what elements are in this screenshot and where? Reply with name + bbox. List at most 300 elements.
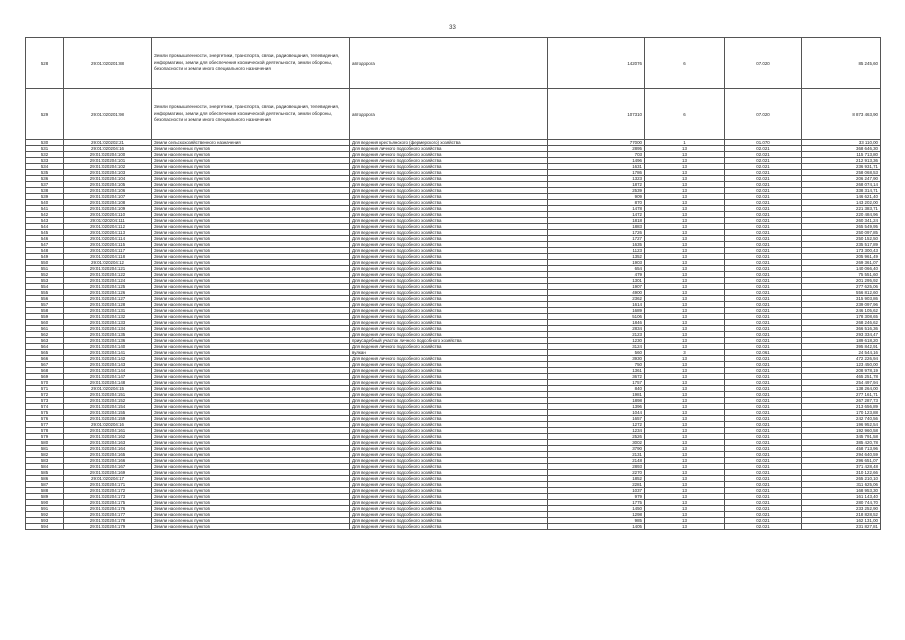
land-category: Земли населенных пунктов (152, 362, 350, 368)
row-number: 580 (26, 440, 64, 446)
row-number: 563 (26, 338, 64, 344)
row-number: 555 (26, 290, 64, 296)
row-number: 528 (26, 38, 64, 89)
row-number: 588 (26, 488, 64, 494)
land-category: Земли населенных пунктов (152, 476, 350, 482)
permitted-use: Для ведения личного подсобного хозяйства (350, 512, 548, 518)
cadastral-number: 29:01:020204:166 (64, 458, 152, 464)
area: 2895 (548, 146, 645, 152)
cadastral-value: 267 287,73 (802, 398, 881, 404)
cadastral-group: 13 (645, 182, 725, 188)
area: 1123 (548, 248, 645, 254)
cadastral-group: 13 (645, 404, 725, 410)
valuation-code: 02.021 (725, 152, 802, 158)
permitted-use: автодорога (350, 89, 548, 140)
cadastral-number: 29:01:020204:125 (64, 284, 152, 290)
permitted-use: Для ведения личного подсобного хозяйства (350, 260, 548, 266)
permitted-use: Для ведения личного подсобного хозяйства (350, 332, 548, 338)
area: 703 (548, 152, 645, 158)
area: 1852 (548, 476, 645, 482)
area: 1883 (548, 224, 645, 230)
valuation-code: 02.021 (725, 170, 802, 176)
cadastral-number: 29:01:020204:15 (64, 386, 152, 392)
cadastral-group: 13 (645, 254, 725, 260)
cadastral-group: 13 (645, 272, 725, 278)
table-row (26, 524, 881, 530)
cadastral-number: 29:01:020204:104 (64, 176, 152, 182)
cadastral-group: 3 (645, 350, 725, 356)
area: 5106 (548, 314, 645, 320)
cadastral-group: 13 (645, 416, 725, 422)
row-number: 583 (26, 458, 64, 464)
row-number: 592 (26, 512, 64, 518)
land-category: Земли населенных пунктов (152, 290, 350, 296)
permitted-use: Для ведения личного подсобного хозяйства (350, 458, 548, 464)
area: 2893 (548, 464, 645, 470)
cadastral-number: 29:01:020201:98 (64, 89, 152, 140)
cadastral-number: 29:01:020204:148 (64, 380, 152, 386)
row-number: 531 (26, 146, 64, 152)
row-number: 587 (26, 482, 64, 488)
land-category: Земли населенных пунктов (152, 338, 350, 344)
row-number: 579 (26, 434, 64, 440)
row-number: 593 (26, 518, 64, 524)
land-category: Земли населенных пунктов (152, 464, 350, 470)
valuation-code: 02.021 (725, 314, 802, 320)
cadastral-number: 29:01:020202:21 (64, 140, 152, 146)
cadastral-value: 338 314,71 (802, 188, 881, 194)
area: 1631 (548, 164, 645, 170)
land-category: Земли населенных пунктов (152, 452, 350, 458)
land-category: Земли населенных пунктов (152, 170, 350, 176)
cadastral-number: 29:01:020204:178 (64, 518, 152, 524)
cadastral-number: 29:01:020204:164 (64, 446, 152, 452)
cadastral-group: 13 (645, 230, 725, 236)
permitted-use: Для ведения личного подсобного хозяйства (350, 182, 548, 188)
row-number: 591 (26, 506, 64, 512)
row-number: 589 (26, 494, 64, 500)
row-number: 550 (26, 260, 64, 266)
area: 2123 (548, 332, 645, 338)
row-number: 586 (26, 476, 64, 482)
cadastral-number: 29:01:020204:173 (64, 494, 152, 500)
cadastral-value: 246 105,62 (802, 308, 881, 314)
land-category: Земли населенных пунктов (152, 398, 350, 404)
area: 1727 (548, 236, 645, 242)
cadastral-group: 13 (645, 320, 725, 326)
land-category: Земли промышленности, энергетики, транспорта, связи, радиовещания, телевидения, информатики, земли для обеспечения космической деятельности, земли обороны, безопасности и земли иного специального назначения (152, 38, 350, 89)
cadastral-value: 123 450,00 (802, 362, 881, 368)
cadastral-group: 13 (645, 368, 725, 374)
cadastral-number: 29:01:020204:121 (64, 266, 152, 272)
permitted-use: Для ведения личного подсобного хозяйства (350, 236, 548, 242)
valuation-code: 02.021 (725, 458, 802, 464)
permitted-use: Для ведения личного подсобного хозяйства (350, 446, 548, 452)
cadastral-number: 29:01:020204:126 (64, 290, 152, 296)
land-category: Земли населенных пунктов (152, 440, 350, 446)
permitted-use: Для ведения личного подсобного хозяйства (350, 392, 548, 398)
area: 77000 (548, 140, 645, 146)
cadastral-value: 170 123,88 (802, 410, 881, 416)
row-number: 585 (26, 470, 64, 476)
cadastral-number: 29:01:020204:106 (64, 188, 152, 194)
land-category: Земли населенных пунктов (152, 218, 350, 224)
cadastral-number: 29:01:020204:161 (64, 428, 152, 434)
area: 1396 (548, 404, 645, 410)
valuation-code: 07.020 (725, 89, 802, 140)
area: 1272 (548, 422, 645, 428)
area: 2834 (548, 326, 645, 332)
cadastral-value: 173 300,43 (802, 248, 881, 254)
cadastral-number: 29:01:020204:112 (64, 224, 152, 230)
land-category: Земли населенных пунктов (152, 518, 350, 524)
row-number: 564 (26, 344, 64, 350)
land-category: Земли населенных пунктов (152, 242, 350, 248)
area: 1981 (548, 392, 645, 398)
cadastral-group: 13 (645, 170, 725, 176)
valuation-code: 02.021 (725, 398, 802, 404)
valuation-code: 02.021 (725, 230, 802, 236)
row-number: 537 (26, 182, 64, 188)
area: 479 (548, 272, 645, 278)
row-number: 567 (26, 362, 64, 368)
permitted-use: Для ведения личного подсобного хозяйства (350, 380, 548, 386)
row-number: 562 (26, 332, 64, 338)
permitted-use: Для ведения личного подсобного хозяйства (350, 404, 548, 410)
land-category: Земли населенных пунктов (152, 296, 350, 302)
valuation-code: 02.021 (725, 380, 802, 386)
land-category: Земли населенных пунктов (152, 380, 350, 386)
row-number: 575 (26, 410, 64, 416)
valuation-code: 02.021 (725, 428, 802, 434)
valuation-code: 07.020 (725, 38, 802, 89)
land-category: Земли населенных пунктов (152, 446, 350, 452)
land-category: Земли населенных пунктов (152, 512, 350, 518)
cadastral-value: 75 551,60 (802, 272, 881, 278)
permitted-use: Для ведения личного подсобного хозяйства (350, 224, 548, 230)
permitted-use: Для ведения личного подсобного хозяйства (350, 374, 548, 380)
valuation-code: 02.021 (725, 488, 802, 494)
row-number: 554 (26, 284, 64, 290)
area: 1872 (548, 182, 645, 188)
land-category: Земли населенных пунктов (152, 524, 350, 530)
row-number: 568 (26, 368, 64, 374)
land-category: Земли населенных пунктов (152, 494, 350, 500)
row-number: 529 (26, 89, 64, 140)
permitted-use: Для ведения личного подсобного хозяйства (350, 320, 548, 326)
cadastral-value: 24 544,16 (802, 350, 881, 356)
cadastral-number: 29:01:020204:171 (64, 482, 152, 488)
permitted-use: вулкан (350, 350, 548, 356)
land-category: Земли населенных пунктов (152, 470, 350, 476)
cadastral-group: 13 (645, 422, 725, 428)
land-category: Земли населенных пунктов (152, 302, 350, 308)
cadastral-value: 260 341,24 (802, 218, 881, 224)
cadastral-number: 29:01:020204:143 (64, 362, 152, 368)
cadastral-group: 13 (645, 158, 725, 164)
cadastral-group: 13 (645, 440, 725, 446)
permitted-use: Для ведения личного подсобного хозяйства (350, 344, 548, 350)
cadastral-number: 29:01:020204:16 (64, 422, 152, 428)
cadastral-number: 29:01:020204:154 (64, 404, 152, 410)
valuation-code: 02.021 (725, 302, 802, 308)
permitted-use: Для ведения личного подсобного хозяйства (350, 278, 548, 284)
cadastral-group: 13 (645, 338, 725, 344)
cadastral-group: 13 (645, 308, 725, 314)
cadastral-value: 208 978,19 (802, 368, 881, 374)
cadastral-number: 29:01:020204:110 (64, 212, 152, 218)
table-row (26, 89, 881, 140)
land-category: Земли населенных пунктов (152, 200, 350, 206)
permitted-use: Для ведения личного подсобного хозяйства (350, 422, 548, 428)
cadastral-number: 29:01:020204:135 (64, 332, 152, 338)
land-category: Земли населенных пунктов (152, 284, 350, 290)
valuation-code: 02.021 (725, 260, 802, 266)
cadastral-number: 29:01:020204:118 (64, 254, 152, 260)
cadastral-value: 385 420,78 (802, 440, 881, 446)
cadastral-value: 268 246,62 (802, 320, 881, 326)
land-category: Земли населенных пунктов (152, 506, 350, 512)
cadastral-value: 33 110,00 (802, 140, 881, 146)
area: 1323 (548, 176, 645, 182)
row-number: 577 (26, 422, 64, 428)
row-number: 551 (26, 266, 64, 272)
cadastral-number: 29:01:020204:151 (64, 392, 152, 398)
valuation-code: 01.070 (725, 140, 802, 146)
land-category: Земли населенных пунктов (152, 332, 350, 338)
row-number: 570 (26, 380, 64, 386)
cadastral-group: 13 (645, 332, 725, 338)
cadastral-value: 85 245,60 (802, 38, 881, 89)
area: 4900 (548, 290, 645, 296)
cadastral-number: 29:01:020204:144 (64, 368, 152, 374)
cadastral-value: 280 744,70 (802, 500, 881, 506)
valuation-code: 02.021 (725, 242, 802, 248)
row-number: 557 (26, 302, 64, 308)
valuation-code: 02.021 (725, 326, 802, 332)
area: 1234 (548, 428, 645, 434)
area: 979 (548, 494, 645, 500)
land-category: Земли населенных пунктов (152, 320, 350, 326)
valuation-code: 02.021 (725, 494, 802, 500)
area: 560 (548, 350, 645, 356)
valuation-code: 02.021 (725, 200, 802, 206)
land-category: Земли населенных пунктов (152, 146, 350, 152)
cadastral-value: 250 097,85 (802, 230, 881, 236)
cadastral-number: 29:01:020204:122 (64, 272, 152, 278)
cadastral-group: 13 (645, 500, 725, 506)
land-category: Земли населенных пунктов (152, 368, 350, 374)
land-category: Земли населенных пунктов (152, 326, 350, 332)
row-number: 574 (26, 404, 64, 410)
cadastral-group: 13 (645, 506, 725, 512)
row-number: 553 (26, 278, 64, 284)
cadastral-number: 29:01:020204:152 (64, 398, 152, 404)
land-category: Земли населенных пунктов (152, 308, 350, 314)
area: 1361 (548, 368, 645, 374)
land-category: Земли населенных пунктов (152, 206, 350, 212)
valuation-code: 02.021 (725, 500, 802, 506)
cadastral-value: 296 651,07 (802, 458, 881, 464)
row-number: 542 (26, 212, 64, 218)
cadastral-value: 206 247,90 (802, 176, 881, 182)
land-category: Земли населенных пунктов (152, 224, 350, 230)
land-category: Земли населенных пунктов (152, 314, 350, 320)
permitted-use: Для ведения личного подсобного хозяйства (350, 302, 548, 308)
row-number: 572 (26, 392, 64, 398)
land-category: Земли населенных пунктов (152, 152, 350, 158)
cadastral-number: 29:01:020204:177 (64, 512, 152, 518)
cadastral-number: 29:01:020204:179 (64, 524, 152, 530)
valuation-code: 02.021 (725, 470, 802, 476)
cadastral-group: 13 (645, 278, 725, 284)
permitted-use: Для ведения личного подсобного хозяйства (350, 194, 548, 200)
cadastral-value: 371 428,48 (802, 464, 881, 470)
land-category: Земли населенных пунктов (152, 350, 350, 356)
area: 1846 (548, 320, 645, 326)
row-number: 559 (26, 314, 64, 320)
cadastral-group: 13 (645, 146, 725, 152)
cadastral-group: 13 (645, 200, 725, 206)
cadastral-group: 13 (645, 248, 725, 254)
cadastral-number: 29:01:020204:16 (64, 146, 152, 152)
land-category: Земли населенных пунктов (152, 254, 350, 260)
area: 1472 (548, 212, 645, 218)
row-number: 556 (26, 296, 64, 302)
valuation-code: 02.021 (725, 206, 802, 212)
land-category: Земли населенных пунктов (152, 236, 350, 242)
permitted-use: Для ведения личного подсобного хозяйства (350, 368, 548, 374)
land-category: Земли населенных пунктов (152, 404, 350, 410)
cadastral-group: 13 (645, 224, 725, 230)
area: 985 (548, 518, 645, 524)
permitted-use: Для ведения личного подсобного хозяйства (350, 296, 548, 302)
row-number: 548 (26, 248, 64, 254)
land-category: Земли населенных пунктов (152, 182, 350, 188)
cadastral-value: 220 484,96 (802, 212, 881, 218)
cadastral-number: 29:01:020204:136 (64, 338, 152, 344)
land-category: Земли населенных пунктов (152, 164, 350, 170)
area: 1726 (548, 230, 645, 236)
cadastral-number: 29:01:020204:101 (64, 158, 152, 164)
cadastral-number: 29:01:020201:88 (64, 38, 152, 89)
valuation-code: 02.021 (725, 368, 802, 374)
row-number: 566 (26, 356, 64, 362)
area: 2539 (548, 188, 645, 194)
cadastral-group: 13 (645, 512, 725, 518)
valuation-code: 02.021 (725, 158, 802, 164)
area: 1775 (548, 500, 645, 506)
cadastral-value: 201 295,92 (802, 278, 881, 284)
row-number: 573 (26, 398, 64, 404)
permitted-use: Для ведения личного подсобного хозяйства (350, 266, 548, 272)
area: 2281 (548, 482, 645, 488)
permitted-use: Для ведения личного подсобного хозяйства (350, 356, 548, 362)
cadastral-number: 29:01:020204:131 (64, 308, 152, 314)
permitted-use: Для ведения личного подсобного хозяйства (350, 254, 548, 260)
permitted-use: Для ведения личного подсобного хозяйства (350, 428, 548, 434)
cadastral-group: 13 (645, 266, 725, 272)
cadastral-value: 458 713,96 (802, 446, 881, 452)
cadastral-value: 265 549,95 (802, 224, 881, 230)
permitted-use: Для ведения личного подсобного хозяйства (350, 500, 548, 506)
area: 1450 (548, 506, 645, 512)
cadastral-group: 1 (645, 140, 725, 146)
row-number: 552 (26, 272, 64, 278)
cadastral-group: 13 (645, 524, 725, 530)
cadastral-number: 29:01:020204:12 (64, 260, 152, 266)
land-category: Земли населенных пунктов (152, 482, 350, 488)
cadastral-group: 13 (645, 242, 725, 248)
row-number: 535 (26, 170, 64, 176)
cadastral-value: 265 210,10 (802, 476, 881, 482)
cadastral-value: 472 226,94 (802, 356, 881, 362)
cadastral-group: 13 (645, 176, 725, 182)
area: 1298 (548, 512, 645, 518)
row-number: 530 (26, 140, 64, 146)
area: 1635 (548, 242, 645, 248)
cadastral-number: 29:01:020204:111 (64, 218, 152, 224)
row-number: 545 (26, 230, 64, 236)
cadastral-number: 29:01:020204:159 (64, 416, 152, 422)
area: 3930 (548, 356, 645, 362)
row-number: 539 (26, 194, 64, 200)
area: 1301 (548, 278, 645, 284)
permitted-use: Для ведения личного подсобного хозяйства (350, 152, 548, 158)
valuation-code: 02.021 (725, 344, 802, 350)
permitted-use: Для ведения личного подсобного хозяйства (350, 308, 548, 314)
cadastral-number: 29:01:020204:163 (64, 440, 152, 446)
area: 3002 (548, 440, 645, 446)
cadastral-value: 268 074,14 (802, 182, 881, 188)
cadastral-value: 368 646,30 (802, 146, 881, 152)
row-number: 536 (26, 176, 64, 182)
cadastral-group: 13 (645, 152, 725, 158)
cadastral-group: 13 (645, 212, 725, 218)
cadastral-number: 29:01:020204:107 (64, 194, 152, 200)
cadastral-group: 13 (645, 392, 725, 398)
land-category: Земли промышленности, энергетики, транспорта, связи, радиовещания, телевидения, информатики, земли для обеспечения космической деятельности, земли обороны, безопасности и земли иного специального назначения (152, 89, 350, 140)
area: 1496 (548, 158, 645, 164)
valuation-code: 02.021 (725, 464, 802, 470)
cadastral-value: 250 152,50 (802, 236, 881, 242)
valuation-code: 02.021 (725, 272, 802, 278)
cadastral-number: 29:01:020204:134 (64, 326, 152, 332)
land-category: Земли населенных пунктов (152, 428, 350, 434)
cadastral-group: 13 (645, 476, 725, 482)
permitted-use: Для ведения личного подсобного хозяйства (350, 212, 548, 218)
valuation-code: 02.021 (725, 266, 802, 272)
area: 1478 (548, 206, 645, 212)
area: 3124 (548, 344, 645, 350)
permitted-use: Для ведения личного подсобного хозяйства (350, 200, 548, 206)
land-category: Земли населенных пунктов (152, 260, 350, 266)
valuation-code: 02.021 (725, 476, 802, 482)
permitted-use: Для ведения личного подсобного хозяйства (350, 146, 548, 152)
valuation-code: 02.021 (725, 188, 802, 194)
cadastral-group: 13 (645, 344, 725, 350)
area: 1907 (548, 284, 645, 290)
cadastral-value: 258 068,53 (802, 170, 881, 176)
permitted-use: Для ведения личного подсобного хозяйства (350, 158, 548, 164)
cadastral-group: 13 (645, 482, 725, 488)
valuation-code: 02.021 (725, 374, 802, 380)
land-category: Земли населенных пунктов (152, 248, 350, 254)
area: 3672 (548, 374, 645, 380)
cadastral-group: 13 (645, 518, 725, 524)
land-register-table (25, 37, 881, 530)
row-number: 546 (26, 236, 64, 242)
